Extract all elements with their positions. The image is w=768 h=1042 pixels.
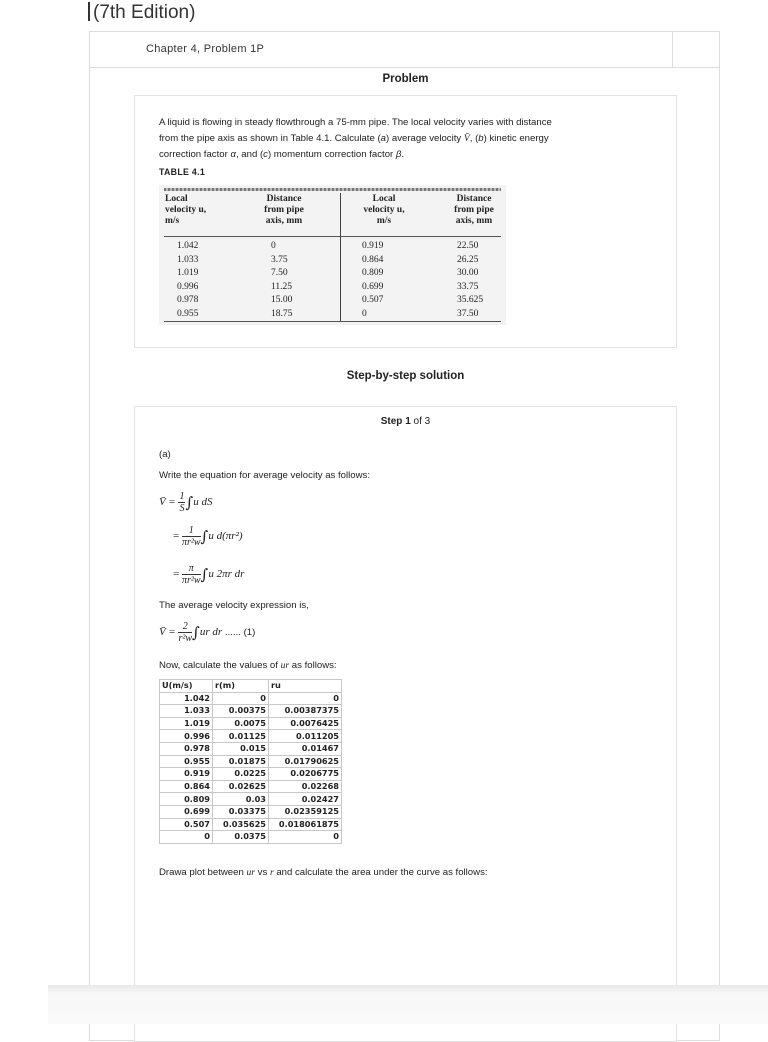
eq4-num: 2 — [178, 621, 192, 633]
column-header: r(m) — [213, 680, 269, 693]
eq1-num: 1 — [179, 491, 185, 502]
integral-symbol: ∫ — [185, 493, 194, 512]
table-row — [160, 780, 342, 793]
eq4-tag: ...... (1) — [224, 627, 256, 639]
eq2-prefix: = — [173, 530, 180, 543]
table41-cell: 37.50 — [457, 309, 479, 319]
problem-text-seg: ) average velocity — [386, 132, 464, 144]
table41-header-line: Distance — [266, 194, 302, 204]
problem-text-seg: b — [478, 132, 484, 144]
table41-cell: 1.033 — [177, 254, 199, 265]
table-bottom-rule — [164, 321, 501, 322]
table-cell: 1.042 — [160, 692, 213, 705]
table41-cell: 0.507 — [362, 295, 384, 306]
integral-symbol: ∫ — [200, 565, 209, 584]
table41-cell: 0.809 — [362, 268, 384, 279]
table41-cell: 1.019 — [177, 268, 199, 279]
problem-statement — [159, 115, 649, 162]
table-row — [160, 755, 342, 768]
table41-header-line: axis, mm — [265, 216, 303, 226]
table-cell: 0.864 — [160, 780, 213, 793]
table-cell: 0.809 — [160, 793, 213, 806]
table-row — [160, 705, 342, 718]
step-total: of 3 — [413, 416, 431, 427]
table-column-divider — [340, 193, 341, 321]
table41-column-header — [355, 194, 413, 227]
table-cell: 0 — [269, 692, 342, 705]
table-cell: 0.0375 — [213, 831, 269, 844]
table41-header-line: m/s — [376, 216, 392, 226]
table41-cell: 0.864 — [362, 254, 384, 265]
table-cell: 0.01125 — [213, 730, 269, 743]
table-caption: TABLE 4.1 — [159, 167, 206, 177]
table-cell: 0.0075 — [213, 717, 269, 730]
problem-line-2 — [159, 131, 649, 147]
solution-heading: Step-by-step solution — [346, 370, 465, 382]
table41-cell: 18.75 — [271, 309, 293, 319]
eq3-den: πr²w — [181, 575, 201, 586]
eq1-body: u dS — [193, 496, 213, 509]
table-header-row — [160, 680, 342, 693]
table-cell: 0.978 — [160, 742, 213, 755]
ur-symbol: ur — [280, 660, 290, 671]
table-cell: 0.699 — [160, 805, 213, 818]
table-cell: 0.00387375 — [269, 705, 342, 718]
problem-text-seg: c — [263, 148, 268, 160]
table41-header-line: Local — [165, 194, 188, 204]
table-cell: 0.011205 — [269, 730, 342, 743]
alpha-symbol: α — [230, 148, 236, 160]
step-panel — [134, 406, 677, 1042]
table41-cell: 30.00 — [457, 268, 479, 279]
table-row — [160, 793, 342, 806]
eq4-lhs: V̄ = — [159, 626, 176, 639]
problem-line-3 — [159, 147, 649, 163]
table-cell: 0.01790625 — [269, 755, 342, 768]
title-cursor-bar — [88, 2, 90, 21]
table41-cell: 15.00 — [271, 295, 293, 306]
eq4-body: ur dr — [199, 626, 223, 639]
calc-text-seg: Now, calculate the values of — [159, 660, 281, 671]
table-row — [160, 742, 342, 755]
table-cell: 0.955 — [160, 755, 213, 768]
calc-text-seg: as follows: — [289, 660, 337, 671]
table-cell: 1.033 — [160, 705, 213, 718]
table41-cell: 35.625 — [457, 295, 484, 306]
vbar-symbol: V̄ — [463, 132, 470, 144]
plot-text-seg: vs — [255, 867, 270, 878]
plot-instruction — [159, 867, 488, 878]
table-row — [160, 692, 342, 705]
table-cell: 0.0076425 — [269, 717, 342, 730]
table-cell: 0.01467 — [269, 742, 342, 755]
table41-cell: 3.75 — [271, 254, 288, 265]
table41-cell: 0 — [271, 241, 276, 251]
chapter-problem-label: Chapter 4, Problem 1P — [146, 43, 265, 55]
table41-cell: 26.25 — [457, 254, 479, 265]
book-title-text: (7th Edition) — [93, 2, 196, 23]
table41-column-header — [165, 194, 225, 227]
table41-cell: 1.042 — [177, 241, 199, 251]
table41-cell: 11.25 — [271, 281, 293, 292]
table-cell: 0.0206775 — [269, 768, 342, 781]
equation-1 — [159, 491, 213, 514]
problem-text-seg: , and ( — [235, 148, 264, 160]
table-cell: 0.00375 — [213, 705, 269, 718]
table-cell: 0.015 — [213, 742, 269, 755]
table41-cell: 0.996 — [177, 281, 199, 292]
table41-cell: 0.978 — [177, 295, 199, 306]
solution-card — [89, 31, 720, 1041]
table41-header-line: axis, mm — [455, 216, 493, 226]
table41-column-header — [445, 194, 503, 227]
ur-values-table — [159, 679, 342, 844]
equation-4 — [159, 621, 255, 644]
problem-text-seg: from the pipe axis as shown in Table 4.1. Calculate ( — [159, 132, 381, 144]
table-row — [160, 805, 342, 818]
eq3-num: π — [182, 563, 201, 575]
table41-header-line: from pipe — [454, 205, 494, 215]
header-action-box[interactable] — [672, 32, 719, 67]
table41-header-line: velocity u, — [165, 205, 207, 215]
table-cell: 0.02427 — [269, 793, 342, 806]
eq2-fraction — [182, 525, 201, 548]
eq2-num: 1 — [182, 525, 201, 537]
table-cell: 0.02625 — [213, 780, 269, 793]
table-row — [160, 831, 342, 844]
eq1-den: S — [179, 503, 185, 514]
table-cell: 0.01875 — [213, 755, 269, 768]
table-row — [160, 768, 342, 781]
equation-3 — [173, 563, 244, 586]
book-title — [88, 0, 688, 26]
table-header-rule — [164, 236, 501, 237]
table41-cell: 0 — [362, 309, 367, 319]
table41-column-header — [255, 194, 313, 227]
table-4-1-image — [159, 185, 506, 325]
column-header: ru — [269, 680, 342, 693]
eq3-body: u 2πr dr — [208, 568, 245, 581]
table-cell: 0.03 — [213, 793, 269, 806]
table-cell: 0.996 — [160, 730, 213, 743]
table-cell: 0 — [269, 831, 342, 844]
column-header: U(m/s) — [160, 680, 213, 693]
problem-line-1: A liquid is flowing in steady flowthrough a 75-mm pipe. The local velocity varies with distance — [159, 117, 552, 128]
calc-ur-intro — [159, 660, 337, 671]
table41-cell: 0.699 — [362, 281, 384, 292]
table-row — [160, 818, 342, 831]
problem-panel — [134, 95, 677, 348]
table41-cell: 0.955 — [177, 309, 199, 319]
table-cell: 0.035625 — [213, 818, 269, 831]
table-cell: 0.018061875 — [269, 818, 342, 831]
avg-velocity-expression-label: The average velocity expression is, — [159, 600, 309, 611]
plot-text-seg: and calculate the area under the curve as follows: — [273, 867, 488, 878]
table-cell: 0.0225 — [213, 768, 269, 781]
table-cell: 1.019 — [160, 717, 213, 730]
step-label — [135, 416, 676, 427]
table-cell: 0 — [160, 831, 213, 844]
table41-header-line: from pipe — [264, 205, 304, 215]
table41-header-line: Distance — [456, 194, 492, 204]
table-row — [160, 717, 342, 730]
problem-text-seg: , ( — [469, 132, 479, 144]
problem-text-seg: . — [401, 148, 405, 160]
eq3-prefix: = — [173, 568, 180, 581]
table41-cell: 33.75 — [457, 281, 479, 292]
problem-text-seg: a — [380, 132, 387, 144]
table41-header-line: m/s — [165, 216, 180, 226]
problem-heading: Problem — [382, 73, 429, 85]
bottom-fade-bar — [48, 985, 768, 1024]
eq2-den: πr²w — [181, 537, 201, 548]
table41-header-line: Local — [372, 194, 396, 204]
problem-text-seg: correction factor — [159, 148, 231, 160]
avg-velocity-intro: Write the equation for average velocity as follows: — [159, 470, 370, 481]
step-number: Step 1 — [380, 416, 411, 427]
eq3-fraction — [182, 563, 201, 586]
r-symbol: r — [269, 867, 274, 878]
problem-text-seg: ) momentum correction factor — [267, 148, 396, 160]
eq2-body: u d(πr²) — [208, 530, 243, 543]
table41-header-line: velocity u, — [363, 205, 405, 215]
equation-2 — [173, 525, 243, 548]
card-header — [90, 32, 719, 68]
table-cell: 0.03375 — [213, 805, 269, 818]
beta-symbol: β — [395, 148, 402, 160]
table41-cell: 22.50 — [457, 241, 479, 251]
table41-cell: 7.50 — [271, 268, 288, 279]
eq4-den: r²w — [178, 633, 193, 644]
table-cell: 0.507 — [160, 818, 213, 831]
table-cell: 0.02359125 — [269, 805, 342, 818]
integral-symbol: ∫ — [200, 527, 209, 546]
ur-symbol: ur — [246, 867, 255, 878]
table-cell: 0 — [213, 692, 269, 705]
table-top-rule — [164, 188, 501, 191]
eq1-lhs: V̄ = — [159, 496, 176, 509]
part-a-label: (a) — [159, 449, 171, 460]
problem-text-seg: ) kinetic energy — [483, 132, 549, 144]
eq4-fraction — [178, 621, 192, 644]
plot-text-seg: Drawa plot between — [159, 867, 247, 878]
table-row — [160, 730, 342, 743]
table-cell: 0.919 — [160, 768, 213, 781]
table41-cell: 0.919 — [362, 241, 384, 251]
table-cell: 0.02268 — [269, 780, 342, 793]
integral-symbol: ∫ — [192, 623, 200, 642]
